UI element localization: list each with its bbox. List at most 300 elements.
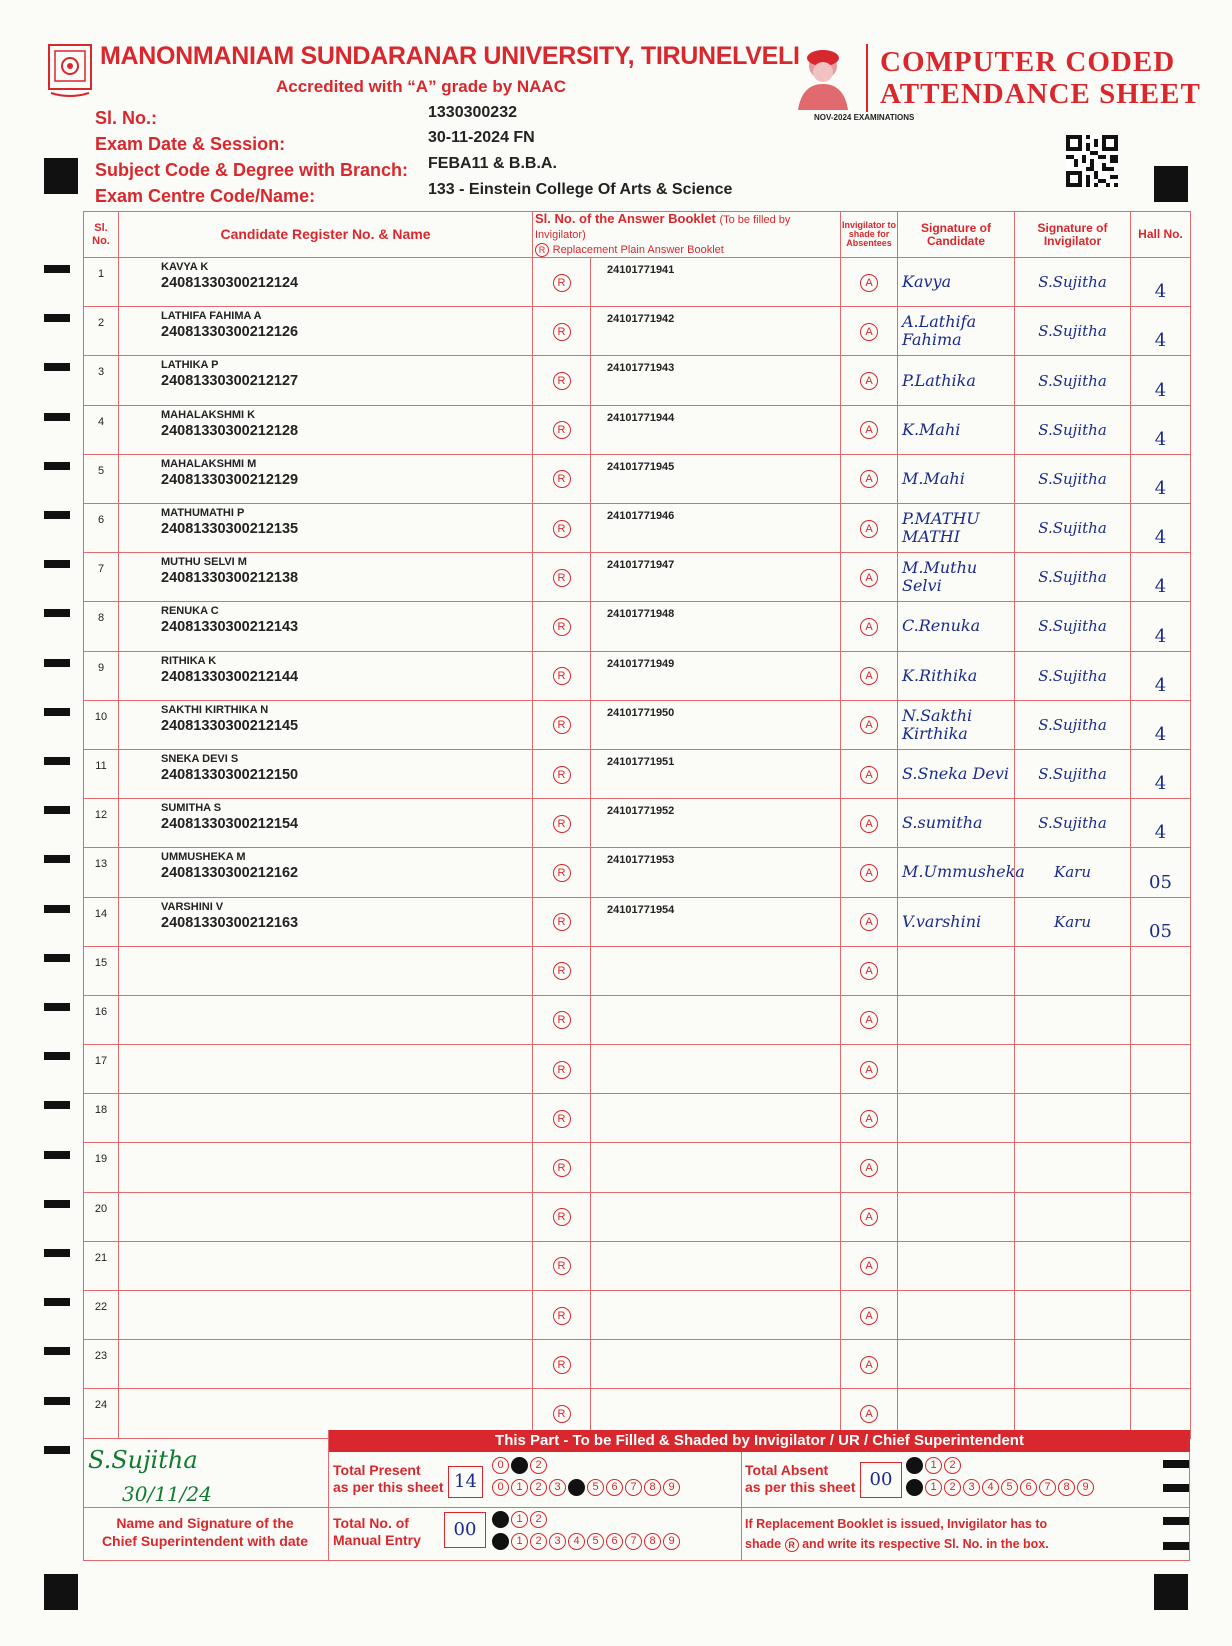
hall-number [1131,1340,1191,1389]
candidate-signature: M.Ummusheka [898,848,1015,897]
timing-mark [44,1200,70,1208]
digit-bubble[interactable]: 7 [625,1533,642,1550]
table-row [84,799,1191,848]
absent-bubble[interactable]: A [841,995,898,1044]
absent-bubble[interactable]: A [841,651,898,700]
timing-mark [44,1101,70,1109]
booklet-number[interactable] [591,946,841,995]
digit-bubble[interactable]: 6 [606,1479,623,1496]
invigilator-signature [1015,1241,1131,1290]
invigilator-signature [1015,946,1131,995]
sl-no-value: 1330300232 [428,104,517,121]
invigilator-signature: S.Sujitha [1015,602,1131,651]
table-row [84,504,1191,553]
candidate-signature: V.varshini [898,897,1015,946]
digit-bubble[interactable]: 9 [1077,1479,1094,1496]
sheet-title-line1: COMPUTER CODED [880,46,1176,78]
digit-bubble[interactable]: 4 [568,1479,585,1496]
replacement-bubble[interactable]: R [533,1045,591,1094]
candidate-cell [119,799,533,848]
booklet-number[interactable]: 24101771941 [591,258,841,307]
col-candidate: Candidate Register No. & Name [119,212,533,258]
booklet-number[interactable] [591,1143,841,1192]
invigilator-signature: S.Sujitha [1015,700,1131,749]
hall-number: 4 [1131,553,1191,602]
candidate-cell [119,504,533,553]
digit-bubble[interactable]: 0 [492,1457,509,1474]
absent-bubble[interactable]: A [841,946,898,995]
candidate-cell [119,1241,533,1290]
candidate-signature: P.MATHU MATHI [898,504,1015,553]
booklet-number[interactable] [591,1291,841,1340]
table-row [84,995,1191,1044]
row-sl: 6 [84,504,119,553]
digit-bubble[interactable]: 2 [944,1479,961,1496]
booklet-number[interactable]: 24101771950 [591,700,841,749]
candidate-name: SNEKA DEVI S [161,752,239,765]
hall-number [1131,1143,1191,1192]
col-sig-invigilator: Signature of Invigilator [1015,212,1131,258]
timing-mark [44,511,70,519]
digit-bubble[interactable]: 1 [925,1457,942,1474]
replacement-bubble[interactable]: R [533,1340,591,1389]
booklet-number[interactable]: 24101771942 [591,307,841,356]
sheet-title [880,46,1201,110]
row-sl: 20 [84,1192,119,1241]
candidate-signature [898,1192,1015,1241]
corner-mark [1154,166,1188,202]
table-row [84,749,1191,798]
absent-tens-bubbles[interactable] [906,1457,963,1474]
timing-mark [44,659,70,667]
digit-bubble[interactable]: 6 [1020,1479,1037,1496]
timing-mark [44,1249,70,1257]
candidate-cell [119,553,533,602]
hall-number: 05 [1131,848,1191,897]
timing-mark [44,1003,70,1011]
digit-bubble[interactable]: 0 [906,1479,923,1496]
row-sl: 16 [84,995,119,1044]
replacement-bubble[interactable]: R [533,897,591,946]
table-row [84,307,1191,356]
exam-date-label: Exam Date & Session: [95,134,286,154]
absent-bubble[interactable]: A [841,1291,898,1340]
candidate-signature: M.Mahi [898,454,1015,503]
absent-bubble[interactable]: A [841,504,898,553]
invigilator-signature: S.Sujitha [1015,258,1131,307]
replacement-bubble[interactable]: R [533,1192,591,1241]
replacement-bubble[interactable]: R [533,454,591,503]
replacement-bubble[interactable]: R [533,602,591,651]
digit-bubble[interactable]: 2 [944,1457,961,1474]
candidate-cell [119,1094,533,1143]
invigilator-signature [1015,1094,1131,1143]
replacement-bubble[interactable]: R [533,307,591,356]
invigilator-signature: Karu [1015,848,1131,897]
digit-bubble[interactable]: 0 [492,1511,509,1528]
register-number: 24081330300212163 [161,914,299,931]
founder-portrait-icon [792,44,854,110]
candidate-cell [119,995,533,1044]
booklet-number[interactable]: 24101771953 [591,848,841,897]
digit-bubble[interactable]: 4 [982,1479,999,1496]
qr-code-icon [1066,135,1118,187]
timing-mark [44,363,70,371]
row-sl: 18 [84,1094,119,1143]
register-number: 24081330300212128 [161,422,299,439]
digit-bubble[interactable]: 7 [1039,1479,1056,1496]
present-units-bubbles[interactable] [492,1479,682,1496]
row-sl: 9 [84,651,119,700]
booklet-number[interactable]: 24101771943 [591,356,841,405]
booklet-number[interactable] [591,1340,841,1389]
absent-bubble[interactable]: A [841,848,898,897]
replacement-bubble[interactable]: R [533,651,591,700]
timing-mark [44,560,70,568]
digit-bubble[interactable]: 1 [511,1533,528,1550]
booklet-number[interactable]: 24101771944 [591,405,841,454]
absent-bubble[interactable]: A [841,454,898,503]
total-present-label: Total Present as per this sheet [333,1462,444,1495]
booklet-number[interactable] [591,1192,841,1241]
candidate-cell [119,1192,533,1241]
absent-units-bubbles[interactable] [906,1479,1096,1496]
replacement-bubble[interactable]: R [533,700,591,749]
candidate-signature: K.Mahi [898,405,1015,454]
booklet-number[interactable] [591,1241,841,1290]
col-booklet-sub: Replacement Plain Answer Booklet [552,244,724,256]
candidate-cell [119,651,533,700]
booklet-number[interactable]: 24101771949 [591,651,841,700]
candidate-signature [898,1241,1015,1290]
table-row [84,454,1191,503]
table-row [84,1340,1191,1389]
col-booklet-title: Sl. No. of the Answer Booklet [535,211,716,226]
absent-bubble[interactable]: A [841,1094,898,1143]
candidate-name: RITHIKA K [161,654,217,667]
absent-bubble[interactable]: A [841,1340,898,1389]
subject-value: FEBA11 & B.B.A. [428,155,557,172]
absent-bubble[interactable]: A [841,700,898,749]
candidate-name: RENUKA C [161,605,219,618]
replacement-bubble[interactable]: R [533,1291,591,1340]
col-invigilator-shade: Invigilator to shade for Absentees [841,212,898,258]
absent-bubble[interactable]: A [841,1045,898,1094]
digit-bubble[interactable]: 6 [606,1533,623,1550]
candidate-cell [119,1291,533,1340]
digit-bubble[interactable]: 2 [530,1457,547,1474]
candidate-signature [898,946,1015,995]
col-booklet-note: (To be filled by Invigilator) [535,214,791,241]
absent-bubble[interactable]: A [841,258,898,307]
candidate-signature [898,1340,1015,1389]
table-row [84,651,1191,700]
centre-label: Exam Centre Code/Name: [95,186,316,206]
candidate-cell [119,700,533,749]
timing-mark [44,1397,70,1405]
accreditation: Accredited with “A” grade by NAAC [276,77,566,96]
candidate-name: LATHIFA FAHIMA A [161,310,262,323]
hall-number: 05 [1131,897,1191,946]
register-number: 24081330300212129 [161,471,299,488]
candidate-signature [898,1291,1015,1340]
timing-mark [44,609,70,617]
digit-bubble[interactable]: 8 [1058,1479,1075,1496]
register-number: 24081330300212154 [161,816,299,833]
row-sl: 1 [84,258,119,307]
hall-number: 4 [1131,356,1191,405]
absent-bubble[interactable]: A [841,1143,898,1192]
digit-bubble[interactable]: 5 [587,1533,604,1550]
candidate-cell [119,258,533,307]
candidate-signature: Kavya [898,258,1015,307]
hall-number [1131,1241,1191,1290]
digit-bubble[interactable]: 0 [906,1457,923,1474]
hall-number [1131,1094,1191,1143]
replacement-symbol-note: R [785,1538,799,1552]
booklet-number[interactable]: 24101771947 [591,553,841,602]
booklet-number[interactable]: 24101771948 [591,602,841,651]
exam-tag: NOV-2024 EXAMINATIONS [814,113,915,122]
col-booklet [533,212,841,258]
booklet-number[interactable] [591,1094,841,1143]
col-hall: Hall No. [1131,212,1191,258]
replacement-bubble[interactable]: R [533,1389,591,1438]
digit-bubble[interactable]: 1 [511,1511,528,1528]
table-row [84,553,1191,602]
row-sl: 12 [84,799,119,848]
absent-bubble[interactable]: A [841,799,898,848]
digit-bubble[interactable]: 5 [1001,1479,1018,1496]
absent-bubble[interactable]: A [841,307,898,356]
absent-bubble[interactable]: A [841,1192,898,1241]
hall-number [1131,946,1191,995]
digit-bubble[interactable]: 3 [549,1533,566,1550]
table-row [84,897,1191,946]
candidate-signature [898,1045,1015,1094]
timing-mark [44,806,70,814]
hall-number [1131,995,1191,1044]
digit-bubble[interactable]: 1 [925,1479,942,1496]
replacement-symbol: R [535,241,549,256]
absent-bubble[interactable]: A [841,897,898,946]
invigilator-signature: S.Sujitha [1015,405,1131,454]
present-tens-bubbles[interactable] [492,1457,549,1474]
table-row [84,1143,1191,1192]
centre-value: 133 - Einstein College Of Arts & Science [428,181,733,198]
row-sl: 10 [84,700,119,749]
hall-number: 4 [1131,307,1191,356]
replacement-bubble[interactable]: R [533,258,591,307]
row-sl: 11 [84,749,119,798]
timing-mark [44,905,70,913]
candidate-signature: C.Renuka [898,602,1015,651]
candidate-cell [119,897,533,946]
register-number: 24081330300212144 [161,668,299,685]
candidate-cell [119,602,533,651]
replacement-bubble[interactable]: R [533,749,591,798]
hall-number: 4 [1131,651,1191,700]
absent-bubble[interactable]: A [841,356,898,405]
replacement-bubble[interactable]: R [533,995,591,1044]
invigilator-signature [1015,1291,1131,1340]
digit-bubble[interactable]: 9 [663,1479,680,1496]
replacement-bubble[interactable]: R [533,848,591,897]
timing-mark [44,1347,70,1355]
booklet-number[interactable]: 24101771946 [591,504,841,553]
table-row [84,1241,1191,1290]
table-row [84,700,1191,749]
footer-banner: This Part - To be Filled & Shaded by Invigilator / UR / Chief Superintendent [329,1430,1190,1452]
sheet-title-line2: ATTENDANCE SHEET [880,78,1201,110]
replacement-bubble[interactable]: R [533,1094,591,1143]
candidate-name: MAHALAKSHMI M [161,457,257,470]
booklet-number[interactable]: 24101771954 [591,897,841,946]
invigilator-signature: S.Sujitha [1015,799,1131,848]
candidate-name: SUMITHA S [161,802,222,815]
replacement-bubble[interactable]: R [533,504,591,553]
absent-bubble[interactable]: A [841,1389,898,1438]
digit-bubble[interactable]: 8 [644,1533,661,1550]
row-sl: 22 [84,1291,119,1340]
invigilator-signature: S.Sujitha [1015,454,1131,503]
replacement-bubble[interactable]: R [533,946,591,995]
total-absent-box[interactable]: 00 [860,1462,902,1498]
table-row [84,1045,1191,1094]
university-logo-icon [47,43,93,99]
chief-superintendent-label: Name and Signature of the Chief Superintendent with date [101,1515,309,1549]
hall-number: 4 [1131,602,1191,651]
replacement-bubble[interactable]: R [533,405,591,454]
timing-mark [44,265,70,273]
table-row [84,602,1191,651]
digit-bubble[interactable]: 1 [511,1457,528,1474]
candidate-signature: N.Sakthi Kirthika [898,700,1015,749]
absent-bubble[interactable]: A [841,749,898,798]
table-row [84,1291,1191,1340]
candidate-cell [119,405,533,454]
invigilator-signature [1015,995,1131,1044]
absent-bubble[interactable]: A [841,1241,898,1290]
invigilator-signature: Karu [1015,897,1131,946]
timing-mark [44,462,70,470]
candidate-signature [898,1143,1015,1192]
booklet-number[interactable]: 24101771952 [591,799,841,848]
invigilator-signature [1015,1045,1131,1094]
invigilator-signature: S.Sujitha [1015,504,1131,553]
digit-bubble[interactable]: 5 [587,1479,604,1496]
candidate-signature: K.Rithika [898,651,1015,700]
invigilator-signature: S.Sujitha [1015,307,1131,356]
absent-bubble[interactable]: A [841,553,898,602]
timing-mark [44,413,70,421]
digit-bubble[interactable]: 9 [663,1533,680,1550]
manual-entry-box[interactable]: 00 [444,1512,486,1548]
register-number: 24081330300212135 [161,521,299,537]
row-sl: 2 [84,307,119,356]
register-number: 24081330300212145 [161,717,299,734]
candidate-name: UMMUSHEKA M [161,851,246,864]
replacement-bubble[interactable]: R [533,799,591,848]
digit-bubble[interactable]: 3 [549,1479,566,1496]
candidate-cell [119,356,533,405]
replacement-bubble[interactable]: R [533,1143,591,1192]
subject-label: Subject Code & Degree with Branch: [95,160,409,180]
row-sl: 14 [84,897,119,946]
invigilator-signature [1015,1192,1131,1241]
register-number: 24081330300212138 [161,570,299,587]
candidate-cell [119,1340,533,1389]
digit-bubble[interactable]: 2 [530,1479,547,1496]
digit-bubble[interactable]: 2 [530,1533,547,1550]
candidate-signature: A.Lathifa Fahima [898,307,1015,356]
candidate-cell [119,454,533,503]
invigilator-signature: S.Sujitha [1015,356,1131,405]
absent-bubble[interactable]: A [841,405,898,454]
digit-bubble[interactable]: 0 [492,1479,509,1496]
digit-bubble[interactable]: 3 [963,1479,980,1496]
col-sig-candidate: Signature of Candidate [898,212,1015,258]
invigilator-signature: S.Sujitha [1015,553,1131,602]
timing-mark [44,954,70,962]
row-sl: 15 [84,946,119,995]
invigilator-signature: S.Sujitha [1015,749,1131,798]
absent-bubble[interactable]: A [841,602,898,651]
digit-bubble[interactable]: 0 [492,1533,509,1550]
manual-units-bubbles[interactable] [492,1533,682,1550]
digit-bubble[interactable]: 1 [511,1479,528,1496]
hall-number [1131,1192,1191,1241]
booklet-number[interactable]: 24101771951 [591,749,841,798]
candidate-signature: P.Lathika [898,356,1015,405]
register-number: 24081330300212127 [161,373,299,390]
chief-superintendent-signature: S.Sujitha [88,1446,198,1474]
total-present-box[interactable]: 14 [448,1466,483,1498]
register-number: 24081330300212150 [161,766,299,783]
timing-mark [44,314,70,322]
row-sl: 5 [84,454,119,503]
replacement-bubble[interactable]: R [533,553,591,602]
digit-bubble[interactable]: 4 [568,1533,585,1550]
booklet-number[interactable] [591,995,841,1044]
row-sl: 8 [84,602,119,651]
candidate-cell [119,749,533,798]
replacement-bubble[interactable]: R [533,1241,591,1290]
digit-bubble[interactable]: 8 [644,1479,661,1496]
hall-number: 4 [1131,504,1191,553]
footer-hline2 [83,1507,328,1508]
digit-bubble[interactable]: 7 [625,1479,642,1496]
candidate-signature [898,995,1015,1044]
replacement-bubble[interactable]: R [533,356,591,405]
candidate-name: VARSHINI V [161,900,224,913]
booklet-number[interactable] [591,1045,841,1094]
row-sl: 19 [84,1143,119,1192]
hall-number: 4 [1131,700,1191,749]
digit-bubble[interactable]: 2 [530,1511,547,1528]
timing-mark [44,1446,70,1454]
hall-number: 4 [1131,454,1191,503]
booklet-number[interactable]: 24101771945 [591,454,841,503]
sl-no-label: Sl. No.: [95,108,157,128]
candidate-signature [898,1094,1015,1143]
footer-divider2 [741,1452,742,1561]
timing-mark [44,1151,70,1159]
candidate-name: SAKTHI KIRTHIKA N [161,703,269,716]
row-sl: 24 [84,1389,119,1438]
manual-tens-bubbles[interactable] [492,1511,549,1528]
corner-mark [44,158,78,194]
